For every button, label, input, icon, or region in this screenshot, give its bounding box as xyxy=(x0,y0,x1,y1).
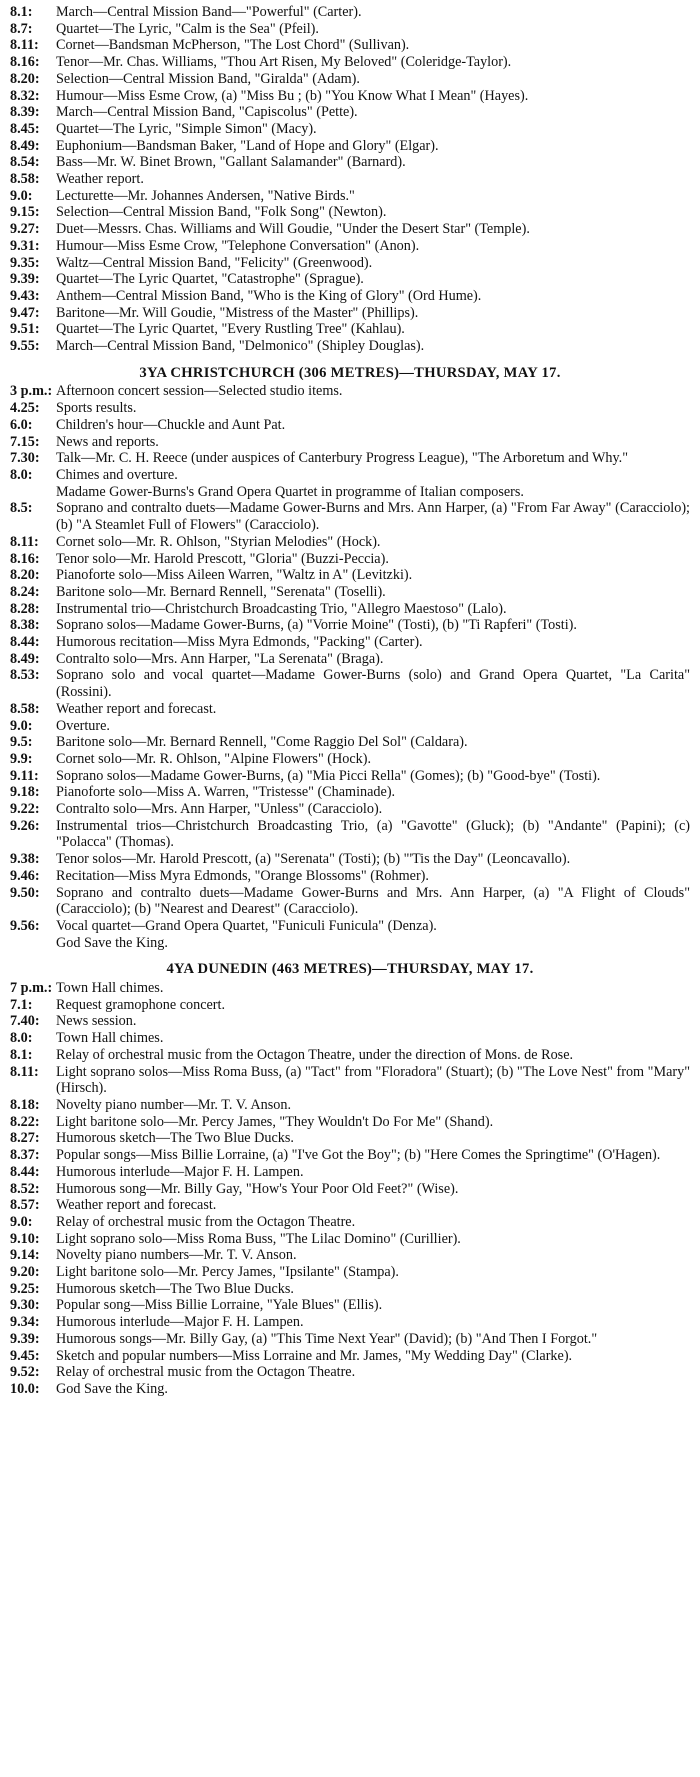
program-entry xyxy=(10,1013,690,1030)
entry-description: Light soprano solos—Miss Roma Buss, (a) "Tact" from "Floradora" (Stuart); (b) "The Love Nest" from "Mary" (Hirsch). xyxy=(56,1063,690,1097)
entry-time: 8.37: xyxy=(10,1147,40,1164)
program-entry xyxy=(10,935,690,952)
program-entry xyxy=(10,851,690,868)
entry-time: 9.14: xyxy=(10,1247,40,1264)
entry-description: Tenor—Mr. Chas. Williams, "Thou Art Risen, My Beloved" (Coleridge-Taylor). xyxy=(56,54,512,71)
program-entry xyxy=(10,400,690,417)
program-entry xyxy=(10,188,690,205)
entry-time: 8.16: xyxy=(10,550,40,567)
program-entry xyxy=(10,1281,690,1298)
entry-description: March—Central Mission Band, "Capiscolus" (Pette). xyxy=(56,104,358,121)
entry-description: Light soprano solo—Miss Roma Buss, "The Lilac Domino" (Curillier). xyxy=(56,1230,461,1247)
entry-description: Instrumental trios—Christchurch Broadcasting Trio, (a) "Gavotte" (Gluck); (b) "Andante" (Papini); (c) "Polacca" (Thomas). xyxy=(56,817,690,851)
entry-description: Relay of orchestral music from the Octagon Theatre, under the direction of Mons. de Rose. xyxy=(56,1046,574,1063)
entry-description: Quartet—The Lyric Quartet, "Every Rustling Tree" (Kahlau). xyxy=(56,321,405,338)
entry-time: 9.26: xyxy=(10,817,40,834)
program-entry xyxy=(10,567,690,584)
entry-description: Vocal quartet—Grand Opera Quartet, "Funiculi Funicula" (Denza). xyxy=(56,917,437,934)
program-entry xyxy=(10,1097,690,1114)
entry-time: 8.44: xyxy=(10,634,40,651)
program-entry xyxy=(10,584,690,601)
entry-description: Afternoon concert session—Selected studio items. xyxy=(56,383,343,400)
program-entry xyxy=(10,71,690,88)
program-entry xyxy=(10,1147,690,1164)
program-entry xyxy=(10,121,690,138)
program-entry xyxy=(10,1231,690,1248)
entry-description: Baritone solo—Mr. Bernard Rennell, "Come Raggio Del Sol" (Caldara). xyxy=(56,734,468,751)
entry-description: Chimes and overture. xyxy=(56,466,178,483)
entry-description: Lecturette—Mr. Johannes Andersen, "Native Birds." xyxy=(56,187,355,204)
entry-time: 8.22: xyxy=(10,1113,40,1130)
program-entry xyxy=(10,1331,690,1348)
program-entry xyxy=(10,37,690,54)
entry-time: 9.25: xyxy=(10,1280,40,1297)
program-entry xyxy=(10,1114,690,1131)
entry-time: 9.22: xyxy=(10,801,40,818)
program-entry xyxy=(10,980,690,997)
program-entry xyxy=(10,1214,690,1231)
program-entry xyxy=(10,338,690,355)
program-entry xyxy=(10,718,690,735)
entry-time: 9.34: xyxy=(10,1314,40,1331)
program-entry xyxy=(10,171,690,188)
program-entry xyxy=(10,383,690,400)
entry-description: Soprano solos—Madame Gower-Burns, (a) "Vorrie Moine" (Tosti), (b) "Ti Rapferi" (Tosti). xyxy=(56,617,577,634)
entry-description: Relay of orchestral music from the Octagon Theatre. xyxy=(56,1213,356,1230)
entry-description: Town Hall chimes. xyxy=(56,1030,164,1047)
entry-time: 9.39: xyxy=(10,1330,40,1347)
entry-time: 9.9: xyxy=(10,750,33,767)
program-entry xyxy=(10,868,690,885)
entry-description: Light baritone solo—Mr. Percy James, "They Wouldn't Do For Me" (Shand). xyxy=(56,1113,494,1130)
entry-time: 9.56: xyxy=(10,917,40,934)
entry-time: 8.53: xyxy=(10,667,40,684)
entry-description: Tenor solo—Mr. Harold Prescott, "Gloria" (Buzzi-Peccia). xyxy=(56,550,389,567)
entry-description: Recitation—Miss Myra Edmonds, "Orange Blossoms" (Rohmer). xyxy=(56,867,429,884)
entry-description: Baritone solo—Mr. Bernard Rennell, "Serenata" (Toselli). xyxy=(56,583,386,600)
entry-description: Anthem—Central Mission Band, "Who is the King of Glory" (Ord Hume). xyxy=(56,287,482,304)
entry-time: 9.31: xyxy=(10,237,40,254)
entry-description: Quartet—The Lyric Quartet, "Catastrophe" (Sprague). xyxy=(56,271,364,288)
program-entry xyxy=(10,4,690,21)
program-entry xyxy=(10,500,690,533)
entry-time: 9.55: xyxy=(10,338,40,355)
program-entry xyxy=(10,1297,690,1314)
entry-description: Soprano solos—Madame Gower-Burns, (a) "Mia Picci Rella" (Gomes); (b) "Good-bye" (Tosti). xyxy=(56,767,601,784)
entry-description: Children's hour—Chuckle and Aunt Pat. xyxy=(56,416,286,433)
entry-time: 8.11: xyxy=(10,37,39,54)
entry-description: Euphonium—Bandsman Baker, "Land of Hope and Glory" (Elgar). xyxy=(56,137,439,154)
entry-time: 8.54: xyxy=(10,154,40,171)
entry-time: 8.38: xyxy=(10,617,40,634)
entry-time: 6.0: xyxy=(10,416,33,433)
entry-description: Quartet—The Lyric, "Simple Simon" (Macy). xyxy=(56,120,317,137)
entry-time: 9.0: xyxy=(10,1213,33,1230)
program-entry xyxy=(10,1030,690,1047)
entry-time: 9.5: xyxy=(10,734,33,751)
section-4ya-dunedin xyxy=(10,980,690,1398)
entry-time: 8.49: xyxy=(10,137,40,154)
program-entry xyxy=(10,288,690,305)
entry-time: 9.18: xyxy=(10,784,40,801)
entry-description: Selection—Central Mission Band, "Giralda" (Adam). xyxy=(56,70,360,87)
entry-time: 9.15: xyxy=(10,204,40,221)
entry-time: 7.30: xyxy=(10,450,40,467)
entry-time: 8.1: xyxy=(10,4,33,20)
entry-description: Selection—Central Mission Band, "Folk Song" (Newton). xyxy=(56,204,387,221)
entry-time: 8.45: xyxy=(10,120,40,137)
entry-time: 9.47: xyxy=(10,304,40,321)
entry-description: Quartet—The Lyric, "Calm is the Sea" (Pfeil). xyxy=(56,20,319,37)
program-entry xyxy=(10,1247,690,1264)
entry-time: 8.5: xyxy=(10,500,33,517)
program-entry xyxy=(10,617,690,634)
program-entry xyxy=(10,1181,690,1198)
entry-time: 9.46: xyxy=(10,867,40,884)
entry-description: Talk—Mr. C. H. Reece (under auspices of Canterbury Progress League), "The Arboretum and Why." xyxy=(56,450,629,467)
entry-description: March—Central Mission Band—"Powerful" (Carter). xyxy=(56,4,362,20)
entry-description: Popular songs—Miss Billie Lorraine, (a) "I've Got the Boy"; (b) "Here Comes the Springtime" (O'Hagen). xyxy=(56,1147,661,1164)
program-entry xyxy=(10,21,690,38)
program-entry xyxy=(10,450,690,467)
entry-time: 8.57: xyxy=(10,1197,40,1214)
entry-time: 7 p.m.: xyxy=(10,980,53,997)
program-entry xyxy=(10,1047,690,1064)
entry-description: Soprano and contralto duets—Madame Gower-Burns and Mrs. Ann Harper, (a) "From Far Away" (Caracciolo); (b) "A Steamlet Full of Flowers" (Caracciolo). xyxy=(56,500,690,534)
program-entry xyxy=(10,271,690,288)
entry-time: 9.52: xyxy=(10,1364,40,1381)
entry-description: Humorous recitation—Miss Myra Edmonds, "Packing" (Carter). xyxy=(56,634,423,651)
entry-time: 7.15: xyxy=(10,433,40,450)
entry-time: 8.44: xyxy=(10,1163,40,1180)
entry-description: Weather report and forecast. xyxy=(56,1197,217,1214)
program-entry xyxy=(10,417,690,434)
entry-description: Novelty piano number—Mr. T. V. Anson. xyxy=(56,1097,292,1113)
program-entry xyxy=(10,734,690,751)
entry-description: Sketch and popular numbers—Miss Lorraine and Mr. James, "My Wedding Day" (Clarke). xyxy=(56,1347,573,1364)
entry-description: Cornet solo—Mr. R. Ohlson, "Styrian Melodies" (Hock). xyxy=(56,533,381,550)
section-wellington-continued xyxy=(10,4,690,355)
program-entry xyxy=(10,204,690,221)
entry-time: 8.20: xyxy=(10,567,40,584)
entry-time: 9.0: xyxy=(10,717,33,734)
entry-description: Tenor solos—Mr. Harold Prescott, (a) "Serenata" (Tosti); (b) "'Tis the Day" (Leoncavallo). xyxy=(56,851,571,868)
entry-description: March—Central Mission Band, "Delmonico" (Shipley Douglas). xyxy=(56,338,425,355)
program-entry xyxy=(10,434,690,451)
program-entry xyxy=(10,54,690,71)
entry-description: News and reports. xyxy=(56,433,159,450)
program-entry xyxy=(10,1264,690,1281)
entry-time: 9.20: xyxy=(10,1264,40,1281)
entry-time: 8.11: xyxy=(10,1063,39,1080)
entry-time: 8.0: xyxy=(10,466,33,483)
program-entry xyxy=(10,467,690,484)
program-entry xyxy=(10,551,690,568)
entry-time: 8.11: xyxy=(10,533,39,550)
entry-description: Humour—Miss Esme Crow, "Telephone Conversation" (Anon). xyxy=(56,237,420,254)
entry-description: Madame Gower-Burns's Grand Opera Quartet in programme of Italian composers. xyxy=(56,483,524,500)
entry-description: Humorous sketch—The Two Blue Ducks. xyxy=(56,1130,294,1147)
program-entry xyxy=(10,1130,690,1147)
program-entry xyxy=(10,918,690,935)
entry-time: 8.18: xyxy=(10,1097,40,1113)
entry-time: 8.16: xyxy=(10,54,40,71)
program-entry xyxy=(10,651,690,668)
entry-description: Pianoforte solo—Miss Aileen Warren, "Waltz in A" (Levitzki). xyxy=(56,567,413,584)
entry-description: Soprano solo and vocal quartet—Madame Gower-Burns (solo) and Grand Opera Quartet, "La Carita" (Rossini). xyxy=(56,667,690,701)
section-3ya-christchurch xyxy=(10,383,690,951)
entry-time: 9.0: xyxy=(10,187,33,204)
program-entry xyxy=(10,1064,690,1097)
entry-time: 9.45: xyxy=(10,1347,40,1364)
entry-description: Weather report. xyxy=(56,171,144,188)
entry-description: Town Hall chimes. xyxy=(56,980,164,997)
entry-time: 8.20: xyxy=(10,70,40,87)
program-entry xyxy=(10,1197,690,1214)
entry-description: Light baritone solo—Mr. Percy James, "Ipsilante" (Stampa). xyxy=(56,1264,399,1281)
entry-time: 9.43: xyxy=(10,287,40,304)
entry-description: Humorous songs—Mr. Billy Gay, (a) "This Time Next Year" (David); (b) "And Then I Forgot." xyxy=(56,1330,598,1347)
program-entry xyxy=(10,701,690,718)
program-entry xyxy=(10,601,690,618)
program-entry xyxy=(10,255,690,272)
entry-time: 10.0: xyxy=(10,1380,40,1397)
entry-time: 8.1: xyxy=(10,1046,33,1063)
entry-description: Duet—Messrs. Chas. Williams and Will Goudie, "Under the Desert Star" (Temple). xyxy=(56,221,530,238)
entry-description: Relay of orchestral music from the Octagon Theatre. xyxy=(56,1364,356,1381)
program-entry xyxy=(10,784,690,801)
entry-description: Humorous song—Mr. Billy Gay, "How's Your Poor Old Feet?" (Wise). xyxy=(56,1180,459,1197)
program-entry xyxy=(10,138,690,155)
entry-time: 9.10: xyxy=(10,1230,40,1247)
entry-description: News session. xyxy=(56,1013,137,1030)
entry-time: 9.35: xyxy=(10,254,40,271)
entry-time: 9.38: xyxy=(10,851,40,868)
entry-time: 9.51: xyxy=(10,321,40,338)
program-entry xyxy=(10,104,690,121)
entry-description: God Save the King. xyxy=(56,1380,168,1397)
entry-time: 7.1: xyxy=(10,996,33,1013)
entry-time: 3 p.m.: xyxy=(10,383,53,400)
program-entry xyxy=(10,238,690,255)
entry-description: Humour—Miss Esme Crow, (a) "Miss Bu ; (b) "You Know What I Mean" (Hayes). xyxy=(56,87,529,104)
entry-time: 9.39: xyxy=(10,271,40,288)
entry-time: 8.39: xyxy=(10,104,40,121)
entry-description: Cornet solo—Mr. R. Ohlson, "Alpine Flowers" (Hock). xyxy=(56,750,372,767)
section-heading-3ya: 3YA CHRISTCHURCH (306 METRES)—THURSDAY, MAY 17. xyxy=(139,364,561,381)
entry-description: Waltz—Central Mission Band, "Felicity" (Greenwood). xyxy=(56,254,373,271)
entry-time: 8.32: xyxy=(10,87,40,104)
program-entry xyxy=(10,768,690,785)
entry-description: Humorous interlude—Major F. H. Lampen. xyxy=(56,1314,304,1331)
entry-time: 9.11: xyxy=(10,767,39,784)
program-entry xyxy=(10,801,690,818)
entry-time: 9.50: xyxy=(10,884,40,901)
entry-description: Bass—Mr. W. Binet Brown, "Gallant Salamander" (Barnard). xyxy=(56,154,406,171)
program-entry xyxy=(10,221,690,238)
program-entry xyxy=(10,305,690,322)
program-entry xyxy=(10,997,690,1014)
program-entry xyxy=(10,154,690,171)
entry-time: 8.58: xyxy=(10,700,40,717)
entry-description: Request gramophone concert. xyxy=(56,996,226,1013)
entry-description: Baritone—Mr. Will Goudie, "Mistress of the Master" (Phillips). xyxy=(56,304,419,321)
entry-time: 9.27: xyxy=(10,221,40,238)
entry-description: Pianoforte solo—Miss A. Warren, "Tristesse" (Chaminade). xyxy=(56,784,396,801)
program-entry xyxy=(10,667,690,700)
entry-description: Cornet—Bandsman McPherson, "The Lost Chord" (Sullivan). xyxy=(56,37,410,54)
program-entry xyxy=(10,1348,690,1365)
program-entry xyxy=(10,751,690,768)
program-entry xyxy=(10,634,690,651)
entry-time: 8.58: xyxy=(10,171,40,188)
entry-description: Novelty piano numbers—Mr. T. V. Anson. xyxy=(56,1247,297,1264)
entry-description: Contralto solo—Mrs. Ann Harper, "Unless" (Caracciolo). xyxy=(56,801,383,818)
entry-description: Contralto solo—Mrs. Ann Harper, "La Serenata" (Braga). xyxy=(56,650,384,667)
entry-description: Humorous interlude—Major F. H. Lampen. xyxy=(56,1163,304,1180)
entry-time: 8.24: xyxy=(10,583,40,600)
entry-description: Humorous sketch—The Two Blue Ducks. xyxy=(56,1280,294,1297)
entry-time: 4.25: xyxy=(10,400,40,417)
entry-description: Popular song—Miss Billie Lorraine, "Yale Blues" (Ellis). xyxy=(56,1297,383,1314)
program-entry xyxy=(10,1381,690,1398)
entry-time: 9.30: xyxy=(10,1297,40,1314)
program-entry xyxy=(10,1364,690,1381)
program-entry xyxy=(10,1164,690,1181)
entry-time: 8.27: xyxy=(10,1130,40,1147)
program-entry xyxy=(10,484,690,501)
entry-description: Soprano and contralto duets—Madame Gower-Burns and Mrs. Ann Harper, (a) "A Flight of Clouds" (Caracciolo); (b) "Nearest and Dearest" (Caracciolo). xyxy=(56,884,690,918)
entry-description: Sports results. xyxy=(56,400,137,417)
entry-time: 8.28: xyxy=(10,600,40,617)
program-entry xyxy=(10,88,690,105)
entry-time: 8.52: xyxy=(10,1180,40,1197)
program-entry xyxy=(10,534,690,551)
section-heading-4ya: 4YA DUNEDIN (463 METRES)—THURSDAY, MAY 17. xyxy=(166,961,534,978)
entry-time: 8.7: xyxy=(10,20,33,37)
program-entry xyxy=(10,321,690,338)
program-entry xyxy=(10,1314,690,1331)
entry-description: Weather report and forecast. xyxy=(56,700,217,717)
entry-time: 8.49: xyxy=(10,650,40,667)
program-entry xyxy=(10,885,690,918)
entry-description: God Save the King. xyxy=(56,934,168,951)
entry-description: Overture. xyxy=(56,717,110,734)
program-entry xyxy=(10,818,690,851)
entry-time: 7.40: xyxy=(10,1013,40,1030)
entry-description: Instrumental trio—Christchurch Broadcasting Trio, "Allegro Maestoso" (Lalo). xyxy=(56,600,507,617)
entry-time: 8.0: xyxy=(10,1030,33,1047)
